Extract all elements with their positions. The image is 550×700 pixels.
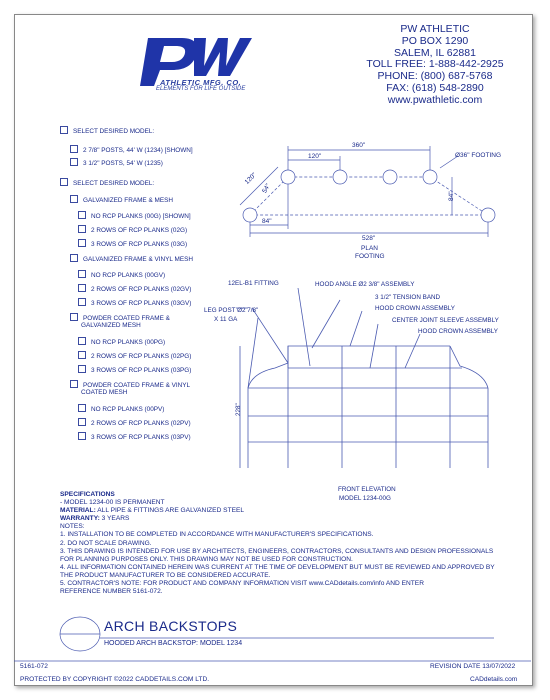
- checkbox[interactable]: [78, 432, 86, 440]
- company-phone: PHONE: (800) 687-5768: [377, 70, 493, 83]
- plan-dim-diag: 120": [243, 171, 258, 186]
- footing-circle: [383, 170, 397, 184]
- option-13: GALVANIZED MESH: [81, 322, 141, 329]
- option-19[interactable]: NO RCP PLANKS (00PV): [78, 404, 164, 413]
- checkbox[interactable]: [70, 254, 78, 262]
- reference-number: 5161-072: [20, 663, 48, 670]
- option-18: COATED MESH: [81, 389, 128, 396]
- footing-circle: [423, 170, 437, 184]
- copyright: PROTECTED BY COPYRIGHT ©2022 CADDETAILS.COM LTD.: [20, 676, 210, 683]
- plan-dim-mid: 120": [308, 153, 322, 160]
- option-17[interactable]: POWDER COATED FRAME & VINYL: [70, 380, 190, 389]
- option-14[interactable]: NO RCP PLANKS (00PG): [78, 337, 165, 346]
- elev-leg-post: LEG POST Ø2 7/8": [204, 307, 259, 314]
- plan-dim-right: 84": [448, 191, 455, 201]
- note-line: 3. THIS DRAWING IS INTENDED FOR USE BY ARCHITECTS, ENGINEERS, CONTRACTORS, CONSULTANTS AND DESIGN PROFESSIONALS: [60, 547, 494, 555]
- checkbox[interactable]: [78, 418, 86, 426]
- checkbox[interactable]: [78, 211, 86, 219]
- option-20[interactable]: 2 ROWS OF RCP PLANKS (02PV): [78, 418, 191, 427]
- company-fax: FAX: (618) 548-2890: [386, 81, 484, 94]
- elev-caption: FRONT ELEVATION: [338, 486, 396, 493]
- elev-hood-crown-2: HOOD CROWN ASSEMBLY: [418, 328, 499, 335]
- checkbox[interactable]: [78, 337, 86, 345]
- option-5[interactable]: NO RCP PLANKS (00G) [SHOWN]: [78, 211, 191, 220]
- footing-circle: [481, 208, 495, 222]
- checkbox[interactable]: [60, 178, 68, 186]
- company-tollfree: TOLL FREE: 1-888-442-2925: [366, 58, 504, 71]
- plan-caption: PLAN: [361, 245, 378, 252]
- option-4[interactable]: GALVANIZED FRAME & MESH: [70, 195, 173, 204]
- front-elevation-drawing: [200, 278, 530, 513]
- option-0[interactable]: SELECT DESIRED MODEL:: [60, 126, 154, 135]
- checkbox[interactable]: [78, 239, 86, 247]
- elev-height: 228": [235, 403, 242, 416]
- elev-hood-angle: HOOD ANGLE Ø2 3/8" ASSEMBLY: [315, 281, 415, 288]
- company-address1: PO BOX 1290: [401, 34, 469, 47]
- plan-footing-drawing: [230, 130, 530, 265]
- material-line: MATERIAL: ALL PIPE & FITTINGS ARE GALVANIZED STEEL: [60, 507, 245, 515]
- cad-site-link[interactable]: CADdetails.com: [470, 676, 518, 683]
- revision-date: REVISION DATE 13/07/2022: [430, 663, 516, 670]
- option-2[interactable]: 3 1/2" POSTS, 54' W (1235): [70, 158, 163, 167]
- elev-caption-sub: MODEL 1234-00G: [339, 495, 391, 502]
- footing-circle: [333, 170, 347, 184]
- checkbox[interactable]: [70, 158, 78, 166]
- option-8[interactable]: GALVANIZED FRAME & VINYL MESH: [70, 254, 193, 263]
- checkbox[interactable]: [70, 380, 78, 388]
- subtitle: HOODED ARCH BACKSTOP: MODEL 1234: [104, 640, 243, 647]
- checkbox[interactable]: [78, 298, 86, 306]
- option-9[interactable]: NO RCP PLANKS (00GV): [78, 270, 165, 279]
- company-name: PW ATHLETIC: [400, 23, 470, 35]
- spec-heading: SPECIFICATIONS: [60, 491, 115, 498]
- checkbox[interactable]: [70, 145, 78, 153]
- footing-circle: [281, 170, 295, 184]
- company-address2: SALEM, IL 62881: [394, 46, 476, 59]
- elev-fitting: 12EL-B1 FITTING: [228, 280, 279, 287]
- title-block-lines: [14, 610, 534, 670]
- option-7[interactable]: 3 ROWS OF RCP PLANKS (03G): [78, 239, 187, 248]
- footing-circle: [243, 208, 257, 222]
- company-info: [340, 24, 530, 107]
- note-line: THE PRODUCT MANUFACTURER TO BE CONSIDERED ACCURATE.: [60, 571, 271, 579]
- elev-center-joint: CENTER JOINT SLEEVE ASSEMBLY: [392, 317, 499, 324]
- option-15[interactable]: 2 ROWS OF RCP PLANKS (02PG): [78, 351, 191, 360]
- plan-dim-top: 360": [352, 142, 366, 149]
- note-line: 2. DO NOT SCALE DRAWING.: [60, 539, 152, 547]
- note-line: REFERENCE NUMBER 5161-072.: [60, 588, 163, 596]
- checkbox[interactable]: [78, 351, 86, 359]
- plan-dim-small: 54": [261, 182, 272, 195]
- option-11[interactable]: 3 ROWS OF RCP PLANKS (03GV): [78, 298, 191, 307]
- notes-heading: NOTES:: [60, 523, 85, 531]
- plan-dim-bottom: 528": [362, 235, 376, 242]
- option-12[interactable]: POWDER COATED FRAME &: [70, 313, 170, 322]
- title: ARCH BACKSTOPS: [104, 618, 238, 634]
- checkbox[interactable]: [78, 270, 86, 278]
- note-line: 4. ALL INFORMATION CONTAINED HEREIN WAS CURRENT AT THE TIME OF DEVELOPMENT BUT MUST BE REVIEWED AND APPROVED BY: [60, 563, 495, 571]
- checkbox[interactable]: [78, 404, 86, 412]
- option-6[interactable]: 2 ROWS OF RCP PLANKS (02G): [78, 225, 187, 234]
- checkbox[interactable]: [78, 225, 86, 233]
- spec-line: - MODEL 1234-00 IS PERMANENT: [60, 499, 165, 507]
- checkbox[interactable]: [60, 126, 68, 134]
- option-3[interactable]: SELECT DESIRED MODEL:: [60, 178, 154, 187]
- plan-footing-label: Ø36" FOOTING: [455, 152, 502, 159]
- elev-tension: 3 1/2" TENSION BAND: [375, 294, 441, 301]
- plan-dim-bottom-left: 84": [262, 218, 272, 225]
- checkbox[interactable]: [78, 365, 86, 373]
- logo-tagline: ELEMENTS FOR LIFE OUTSIDE: [156, 86, 246, 92]
- company-website[interactable]: www.pwathletic.com: [387, 93, 483, 106]
- warranty-line: WARRANTY: 3 YEARS: [60, 515, 130, 523]
- option-21[interactable]: 3 ROWS OF RCP PLANKS (03PV): [78, 432, 191, 441]
- option-1[interactable]: 2 7/8" POSTS, 44' W (1234) [SHOWN]: [70, 145, 193, 154]
- checkbox[interactable]: [70, 195, 78, 203]
- notes-block: [60, 491, 500, 596]
- elev-hood-crown: HOOD CROWN ASSEMBLY: [375, 305, 456, 312]
- elev-leg-post-ga: X 11 GA: [214, 316, 238, 323]
- checkbox[interactable]: [70, 313, 78, 321]
- checkbox[interactable]: [78, 284, 86, 292]
- option-10[interactable]: 2 ROWS OF RCP PLANKS (02GV): [78, 284, 191, 293]
- note-line: FOR PLANNING PURPOSES ONLY. THIS DRAWING MAY NOT BE USED FOR CONSTRUCTION.: [60, 555, 353, 563]
- note-line: 5. CONTRACTOR'S NOTE: FOR PRODUCT AND COMPANY INFORMATION VISIT www.CADdetails.com/info AND ENTER: [60, 580, 424, 588]
- plan-caption-sub: FOOTING: [355, 253, 385, 260]
- note-line: 1. INSTALLATION TO BE COMPLETED IN ACCORDANCE WITH MANUFACTURER'S SPECIFICATIONS.: [60, 531, 374, 539]
- logo-company-name: ATHLETIC MFG. CO.: [160, 78, 242, 87]
- option-16[interactable]: 3 ROWS OF RCP PLANKS (03PG): [78, 365, 191, 374]
